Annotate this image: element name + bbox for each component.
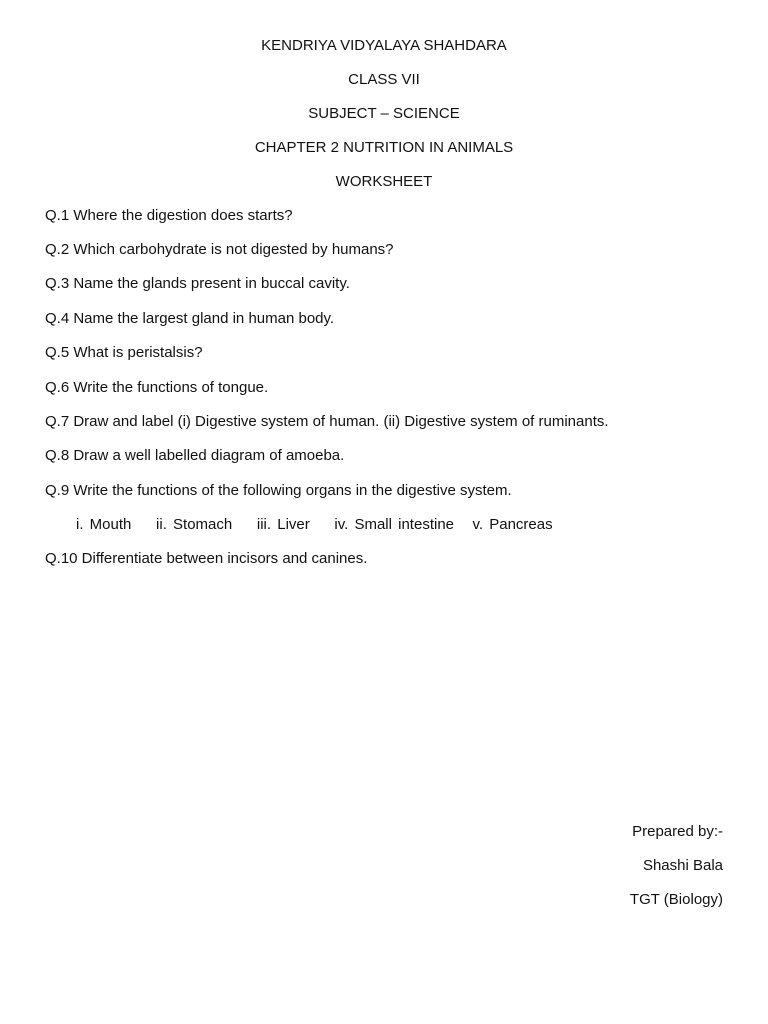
question-4: Q.4 Name the largest gland in human body. bbox=[45, 310, 335, 327]
author-name: Shashi Bala bbox=[642, 857, 723, 874]
question-6: Q.6 Write the functions of tongue. bbox=[45, 379, 269, 396]
prepared-by-label: Prepared by:- bbox=[632, 823, 723, 840]
school-name: KENDRIYA VIDYALAYA SHAHDARA bbox=[261, 37, 507, 54]
author-designation: TGT (Biology) bbox=[629, 891, 723, 908]
question-8: Q.8 Draw a well labelled diagram of amoeba. bbox=[45, 447, 345, 464]
subject-heading: SUBJECT – SCIENCE bbox=[308, 105, 460, 122]
question-7: Q.7 Draw and label (i) Digestive system of human. (ii) Digestive system of ruminants. bbox=[45, 413, 609, 430]
question-10: Q.10 Differentiate between incisors and canines. bbox=[45, 550, 368, 567]
question-9: Q.9 Write the functions of the following organs in the digestive system. bbox=[45, 482, 512, 499]
question-2: Q.2 Which carbohydrate is not digested by humans? bbox=[45, 241, 394, 258]
question-9-options: i. Mouth ii. Stomach iii. Liver iv. Small intestine v. Pancreas bbox=[76, 516, 553, 533]
worksheet-title: WORKSHEET bbox=[335, 173, 433, 190]
question-5: Q.5 What is peristalsis? bbox=[45, 344, 203, 361]
class-heading: CLASS VII bbox=[348, 71, 420, 88]
question-3: Q.3 Name the glands present in buccal cavity. bbox=[45, 275, 350, 292]
question-1: Q.1 Where the digestion does starts? bbox=[45, 207, 293, 224]
chapter-heading: CHAPTER 2 NUTRITION IN ANIMALS bbox=[254, 139, 514, 156]
